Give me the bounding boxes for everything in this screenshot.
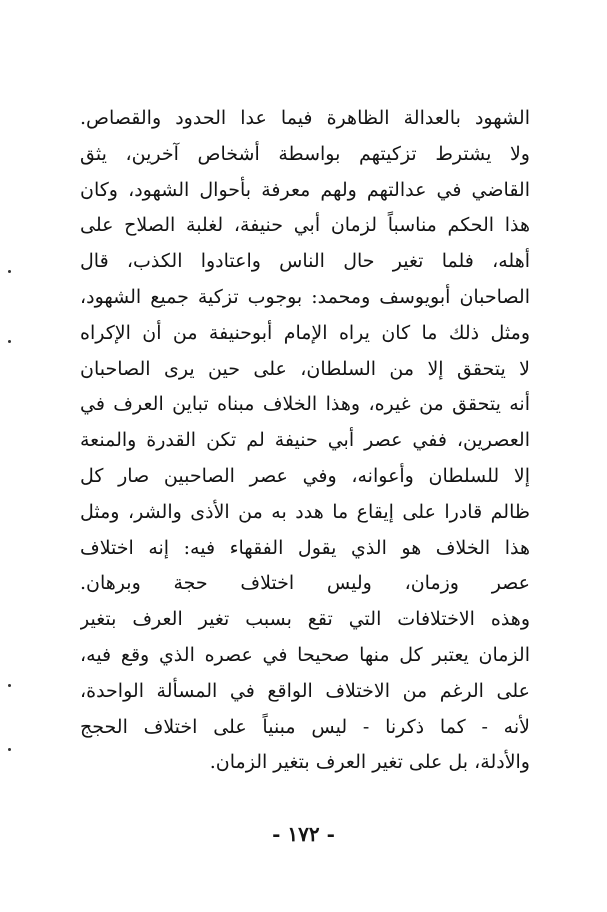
text-line: هذا الخلاف هو الذي يقول الفقهاء فيه: إنه اختلاف [80,536,530,559]
text-line: الشهود بالعدالة الظاهرة فيما عدا الحدود والقصاص. [80,107,530,129]
text-line: لا يتحقق إلا من السلطان، على حين يرى الصاحبان [80,357,530,380]
text-line: ومثل ذلك ما كان يراه الإمام أبوحنيفة من أن الإكراه [80,321,530,344]
margin-dot [8,270,11,273]
text-line: القاضي في عدالتهم ولهم معرفة بأحوال الشهود، وكان [80,178,530,201]
text-line: أنه يتحقق من غيره، وهذا الخلاف مبناه تباين العرف في [80,393,530,416]
text-line: والأدلة، بل على تغير العرف بتغير الزمان. [209,751,530,774]
margin-dot [8,340,11,343]
text-line: عصر وزمان، وليس اختلاف حجة وبرهان. [80,572,530,595]
text-line: العصرين، ففي عصر أبي حنيفة لم تكن القدرة والمنعة [80,429,530,452]
text-line: إلا للسلطان وأعوانه، وفي عصر الصاحبين صار كل [80,464,530,487]
text-line: الزمان يعتبر كل منها صحيحا في عصره الذي وقع فيه، [80,643,530,666]
body-text [80,101,530,781]
text-line: على الرغم من الاختلاف الواقع في المسألة الواحدة، [80,679,530,702]
page-number: - ١٧٢ - [272,822,335,846]
margin-dot [8,748,11,751]
text-line: هذا الحكم مناسباً لزمان أبي حنيفة، لغلبة الصلاح على [80,214,530,237]
text-line: وهذه الاختلافات التي تقع بسبب تغير العرف بتغير [80,608,530,631]
text-line: ولا يشترط تزكيتهم بواسطة أشخاص آخرين، يثق [80,142,530,165]
margin-dot [8,684,11,687]
text-line: أهله، فلما تغير حال الناس واعتادوا الكذب، قال [80,250,530,273]
text-line: الصاحبان أبويوسف ومحمد: بوجوب تزكية جميع الشهود، [80,285,530,308]
text-line: ظالم قادرا على إيقاع ما هدد به من الأذى والشر، ومثل [80,500,530,523]
text-line: لأنه - كما ذكرنا - ليس مبنياً على اختلاف الحجج [80,715,530,738]
